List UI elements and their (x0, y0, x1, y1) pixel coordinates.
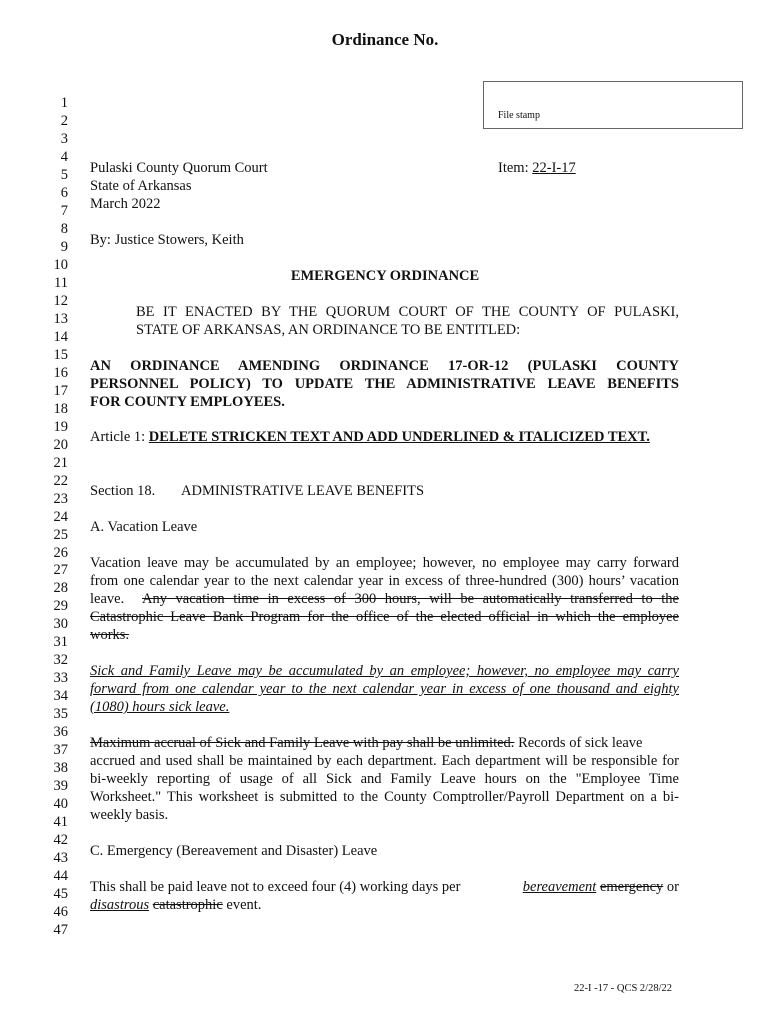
line-number: 4 (60, 148, 68, 165)
line-number: 34 (53, 688, 68, 705)
state-name: State of Arkansas (90, 178, 192, 194)
sick-leave-line-3: (1080) hours sick leave. (90, 699, 230, 715)
item-number-value: 22-I-17 (532, 160, 576, 176)
line-number: 3 (60, 130, 68, 147)
line-number: 31 (53, 634, 68, 651)
line-number: 45 (53, 886, 68, 903)
enacted-line-2: STATE OF ARKANSAS, AN ORDINANCE TO BE ENTITLED: (136, 322, 521, 338)
document-title: Ordinance No. (331, 30, 439, 49)
emergency-stricken-catastrophic: catastrophic (152, 897, 223, 913)
line-number: 7 (60, 202, 68, 219)
file-stamp-label: File stamp (498, 110, 540, 121)
records-line-3: bi-weekly reporting of usage of all Sick and Family Leave hours on the "Employee Time (90, 771, 679, 787)
emergency-line-2 (90, 896, 261, 914)
line-number: 38 (53, 760, 68, 777)
line-number: 6 (60, 184, 68, 201)
sponsor: By: Justice Stowers, Keith (90, 232, 244, 248)
line-number: 10 (53, 256, 68, 273)
line-number: 39 (53, 778, 68, 795)
line-number: 26 (53, 544, 68, 561)
ordinance-title-line-1: AN ORDINANCE AMENDING ORDINANCE 17-OR-12 (PULASKI COUNTY (90, 358, 679, 374)
line-number: 47 (53, 922, 68, 939)
line-number: 17 (53, 382, 68, 399)
line-number: 46 (53, 904, 68, 921)
line-number: 15 (53, 346, 68, 363)
records-line-2: accrued and used shall be maintained by each department. Each department will be responsible for (90, 753, 679, 769)
line-number: 18 (53, 400, 68, 417)
line-number: 14 (53, 328, 68, 345)
line-number: 21 (53, 454, 68, 471)
line-number: 27 (53, 562, 68, 579)
file-stamp-box (483, 81, 743, 129)
emergency-line-1-plain (90, 878, 523, 896)
article-label: Article 1: (90, 429, 149, 445)
emergency-plain-1: This shall be paid leave not to exceed four (4) working days per (90, 879, 465, 895)
vacation-line-2: from one calendar year to the next calendar year in excess of three-hundred (300) hours’ vacation (90, 573, 679, 589)
line-number: 33 (53, 670, 68, 687)
ordinance-title-line-2: PERSONNEL POLICY) TO UPDATE THE ADMINISTRATIVE LEAVE BENEFITS (90, 376, 679, 392)
records-line-1 (90, 734, 642, 752)
vacation-line-5-stricken: works. (90, 627, 130, 643)
line-number: 41 (53, 814, 68, 831)
line-number: 40 (53, 796, 68, 813)
line-number: 9 (60, 238, 68, 255)
line-number: 22 (53, 472, 68, 489)
ordinance-date: March 2022 (90, 196, 161, 212)
vacation-heading: A. Vacation Leave (90, 519, 198, 535)
records-line-1-plain: Records of sick leave (514, 735, 643, 751)
line-number: 44 (53, 868, 68, 885)
emergency-inserted-bereavement: bereavement (522, 879, 597, 895)
line-number: 1 (60, 95, 68, 111)
line-number: 2 (60, 112, 68, 129)
line-number: 23 (53, 490, 68, 507)
records-line-5: weekly basis. (90, 807, 169, 823)
vacation-line-3-plain: leave. (90, 591, 125, 607)
sick-leave-line-2: forward from one calendar year to the next calendar year in excess of one thousand and eighty (90, 681, 679, 697)
line-number: 36 (53, 724, 68, 741)
vacation-line-3-stricken: Any vacation time in excess of 300 hours, will be automatically transferred to the (142, 591, 679, 607)
line-number: 42 (53, 832, 68, 849)
vacation-line-1: Vacation leave may be accumulated by an employee; however, no employee may carry forward (90, 555, 679, 571)
footer-reference: 22-I -17 - QCS 2/28/22 (574, 983, 672, 994)
emergency-stricken-emergency: emergency (599, 879, 664, 895)
line-number: 16 (53, 364, 68, 381)
emergency-inserted-disastrous: disastrous (90, 897, 150, 913)
line-number: 19 (53, 418, 68, 435)
line-number: 28 (53, 580, 68, 597)
item-number (498, 159, 576, 177)
line-number: 11 (54, 274, 68, 291)
line-number: 35 (53, 706, 68, 723)
enacted-line-1: BE IT ENACTED BY THE QUORUM COURT OF THE COUNTY OF PULASKI, (136, 304, 679, 320)
line-number: 13 (53, 310, 68, 327)
article-instruction: DELETE STRICKEN TEXT AND ADD UNDERLINED & ITALICIZED TEXT. (148, 429, 650, 445)
ordinance-title-line-3: FOR COUNTY EMPLOYEES. (90, 394, 285, 410)
section-number: Section 18. (90, 483, 156, 499)
line-number: 8 (60, 220, 68, 237)
court-name: Pulaski County Quorum Court (90, 160, 268, 176)
article-line (90, 428, 650, 446)
sick-leave-line-1: Sick and Family Leave may be accumulated by an employee; however, no employee may carry (90, 663, 679, 679)
line-number: 25 (53, 526, 68, 543)
line-number: 32 (53, 652, 68, 669)
records-line-1-stricken: Maximum accrual of Sick and Family Leave with pay shall be unlimited. (90, 735, 515, 751)
emergency-plain-2: or (663, 879, 679, 895)
line-number: 30 (53, 616, 68, 633)
line-number: 43 (53, 850, 68, 867)
section-title: ADMINISTRATIVE LEAVE BENEFITS (181, 483, 425, 499)
records-line-4: Worksheet." This worksheet is submitted to the County Comptroller/Payroll Department on a bi- (90, 789, 679, 805)
line-number: 20 (53, 436, 68, 453)
line-number: 37 (53, 742, 68, 759)
line-number: 24 (53, 508, 68, 525)
ordinance-heading: EMERGENCY ORDINANCE (290, 268, 480, 284)
line-number: 29 (53, 598, 68, 615)
emergency-line-1 (90, 878, 679, 896)
vacation-line-4-stricken: Catastrophic Leave Bank Program for the office of the elected official in which the employee (90, 609, 679, 625)
line-number: 5 (60, 166, 68, 183)
emergency-heading: C. Emergency (Bereavement and Disaster) Leave (90, 843, 378, 859)
line-number: 12 (53, 292, 68, 309)
emergency-plain-3: event. (222, 897, 262, 913)
item-label: Item: (498, 160, 533, 176)
